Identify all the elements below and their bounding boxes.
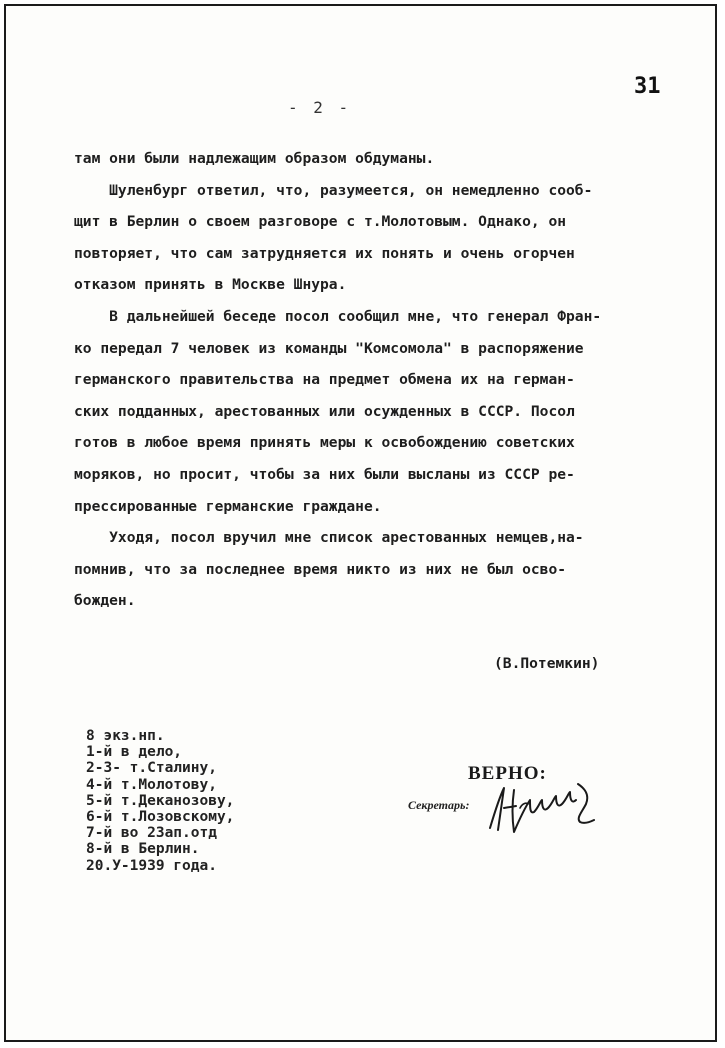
distribution-row: 7-й во 2Зап.отд: [86, 825, 217, 842]
body-line: помнив, что за последнее время никто из них не был осво-: [74, 560, 567, 578]
distribution-row: 4-й т.Молотову,: [86, 776, 217, 793]
body-line: отказом принять в Москве Шнура.: [74, 276, 347, 294]
body-line: ко передал 7 человек из команды "Комсомола" в распоряжение: [74, 339, 584, 357]
handwritten-signature: [486, 778, 601, 838]
page-number: - 2 -: [288, 98, 352, 117]
archive-page-number: 31: [634, 74, 661, 99]
body-line: Шуленбург ответил, что, разумеется, он немедленно сооб-: [74, 181, 593, 199]
secretary-label: Секретарь:: [408, 798, 470, 812]
distribution-row: 6-й т.Лозовскому,: [86, 809, 235, 826]
letter-body: [74, 143, 682, 617]
body-line: В дальнейшей беседе посол сообщил мне, что генерал Фран-: [74, 307, 602, 325]
body-line: Уходя, посол вручил мне список арестованных немцев,на-: [74, 529, 584, 547]
distribution-row: 8 экз.нп.: [86, 728, 165, 744]
distribution-row: 8-й в Берлин.: [86, 841, 200, 858]
body-line: прессированные германские граждане.: [74, 497, 382, 515]
body-line: ских подданных, арестованных или осужденных в СССР. Посол: [74, 402, 575, 420]
distribution-row: 1-й в дело,: [86, 744, 183, 761]
body-line: щит в Берлин о своем разговоре с т.Молотовым. Однако, он: [74, 213, 567, 231]
verno-stamp: ВЕРНО:: [468, 763, 547, 784]
body-line: божден.: [74, 592, 136, 610]
distribution-row: 20.У-1939 года.: [86, 857, 217, 874]
signer-name: (В.Потемкин): [494, 655, 600, 672]
distribution-list: [86, 728, 234, 874]
document-page: [4, 4, 717, 1042]
body-line: готов в любое время принять меры к освобождению советских: [74, 434, 575, 452]
distribution-row: 2-3- т.Сталину,: [86, 760, 217, 777]
body-line: там они были надлежащим образом обдуманы.: [74, 150, 435, 167]
body-line: моряков, но просит, чтобы за них были высланы из СССР ре-: [74, 465, 575, 483]
body-line: германского правительства на предмет обмена их на герман-: [74, 371, 575, 389]
distribution-row: 5-й т.Деканозову,: [86, 792, 235, 809]
body-line: повторяет, что сам затрудняется их понять и очень огорчен: [74, 244, 575, 262]
